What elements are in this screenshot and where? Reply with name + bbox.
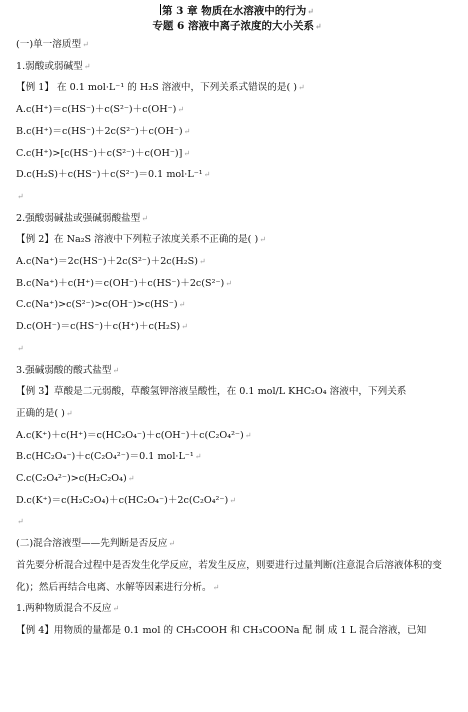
paragraph-mark-icon: ↵: [259, 235, 266, 245]
paragraph-mark-icon: ↵: [17, 517, 24, 527]
paragraph-mark-icon: ↵: [212, 582, 220, 592]
chapter-title: 第 3 章 物质在水溶液中的行为: [162, 5, 307, 17]
document-title: [16, 4, 458, 19]
paragraph-mark-icon: ↵: [244, 430, 252, 440]
option-d: D.c(K⁺)＝c(H₂C₂O₄)＋c(HC₂O₄⁻)＋2c(C₂O₄²⁻)↵: [16, 494, 236, 506]
option-c: C.c(C₂O₄²⁻)>c(H₂C₂O₄)↵: [16, 473, 135, 485]
paragraph-mark-icon: ↵: [177, 105, 185, 115]
option-b: B.c(HC₂O₄⁻)＋c(C₂O₄²⁻)＝0.1 mol·L⁻¹↵: [16, 451, 202, 463]
section-heading: (一)单一溶质型↵: [16, 39, 89, 50]
paragraph-mark-icon: ↵: [198, 257, 206, 267]
paragraph-mark-icon: ↵: [183, 126, 191, 136]
option-d: D.c(OH⁻)＝c(HS⁻)＋c(H⁺)＋c(H₂S)↵: [16, 321, 188, 333]
paragraph-mark-icon: ↵: [178, 300, 186, 310]
paragraph-mark-icon: ↵: [112, 604, 120, 614]
example-question-continued: 正确的是( )↵: [16, 407, 73, 419]
option-a: A.c(Na⁺)＝2c(HS⁻)＋2c(S²⁻)＋2c(H₂S)↵: [16, 256, 206, 268]
subsection-heading: 3.强碱弱酸的酸式盐型↵: [16, 364, 120, 376]
paragraph-mark-icon: ↵: [307, 6, 314, 16]
option-d: D.c(H₂S)＋c(HS⁻)＋c(S²⁻)＝0.1 mol·L⁻¹↵: [16, 169, 211, 181]
empty-paragraph: [16, 186, 458, 208]
option-c: C.c(Na⁺)>c(S²⁻)>c(OH⁻)>c(HS⁻)↵: [16, 299, 186, 311]
empty-paragraph: [16, 511, 458, 533]
paragraph-mark-icon: ↵: [314, 21, 322, 31]
paragraph-mark-icon: ↵: [194, 452, 202, 462]
paragraph-mark-icon: ↵: [17, 343, 24, 353]
paragraph-mark-icon: ↵: [141, 213, 148, 223]
paragraph-mark-icon: ↵: [225, 278, 232, 288]
paragraph-mark-icon: ↵: [181, 322, 188, 332]
example-question: 【例 1】 在 0.1 mol·L⁻¹ 的 H₂S 溶液中，下列关系式错误的是( )↵: [16, 82, 305, 94]
paragraph-mark-icon: ↵: [127, 474, 135, 484]
empty-paragraph: [16, 338, 458, 360]
topic-title-row: [16, 19, 458, 34]
subsection-heading: 2.强酸弱碱盐或强碱弱酸盐型↵: [16, 212, 148, 224]
example-question: 【例 2】在 Na₂S 溶液中下列粒子浓度关系不正确的是( )↵: [16, 234, 266, 246]
option-a: A.c(K⁺)＋c(H⁺)＝c(HC₂O₄⁻)＋c(OH⁻)＋c(C₂O₄²⁻)↵: [16, 429, 252, 441]
example-question: 【例 4】用物质的量都是 0.1 mol 的 CH₃COOH 和 CH₃COONa 配 制 成 1 L 混合溶液，已知: [16, 624, 427, 636]
paragraph-mark-icon: ↵: [168, 539, 176, 549]
paragraph-mark-icon: ↵: [65, 408, 73, 418]
subsection-heading: 1.两种物质混合不反应↵: [16, 603, 120, 615]
topic-title: 专题 6 溶液中离子浓度的大小关系: [152, 20, 314, 32]
option-a: A.c(H⁺)＝c(HS⁻)＋c(S²⁻)＋c(OH⁻)↵: [16, 104, 185, 116]
paragraph-mark-icon: ↵: [112, 365, 120, 375]
section-heading: (二)混合溶液型——先判断是否反应↵: [16, 538, 176, 550]
paragraph-mark-icon: ↵: [298, 83, 305, 93]
paragraph-mark-icon: ↵: [203, 170, 211, 180]
option-c: C.c(H⁺)>[c(HS⁻)＋c(S²⁻)＋c(OH⁻)]↵: [16, 147, 191, 159]
option-b: B.c(H⁺)＝c(HS⁻)＋2c(S²⁻)＋c(OH⁻)↵: [16, 125, 191, 137]
paragraph-mark-icon: ↵: [183, 148, 191, 158]
option-b: B.c(Na⁺)＋c(H⁺)＝c(OH⁻)＋c(HS⁻)＋2c(S²⁻)↵: [16, 277, 232, 289]
paragraph-mark-icon: ↵: [17, 191, 24, 201]
subsection-heading: 1.弱酸或弱碱型↵: [16, 60, 91, 72]
paragraph-mark-icon: ↵: [229, 495, 236, 505]
paragraph-mark-icon: ↵: [82, 40, 89, 49]
text-cursor: [160, 4, 161, 15]
explanation-paragraph: 首先要分析混合过程中是否发生化学反应，若发生反应，则要进行过量判断(注意混合后溶液体积的变化)；然后再结合电离、水解等因素进行分析。↵: [16, 559, 442, 593]
paragraph-mark-icon: ↵: [83, 61, 91, 71]
example-question: 【例 3】草酸是二元弱酸，草酸氢钾溶液呈酸性，在 0.1 mol/L KHC₂O₄ 溶液中，下列关系: [16, 386, 407, 398]
